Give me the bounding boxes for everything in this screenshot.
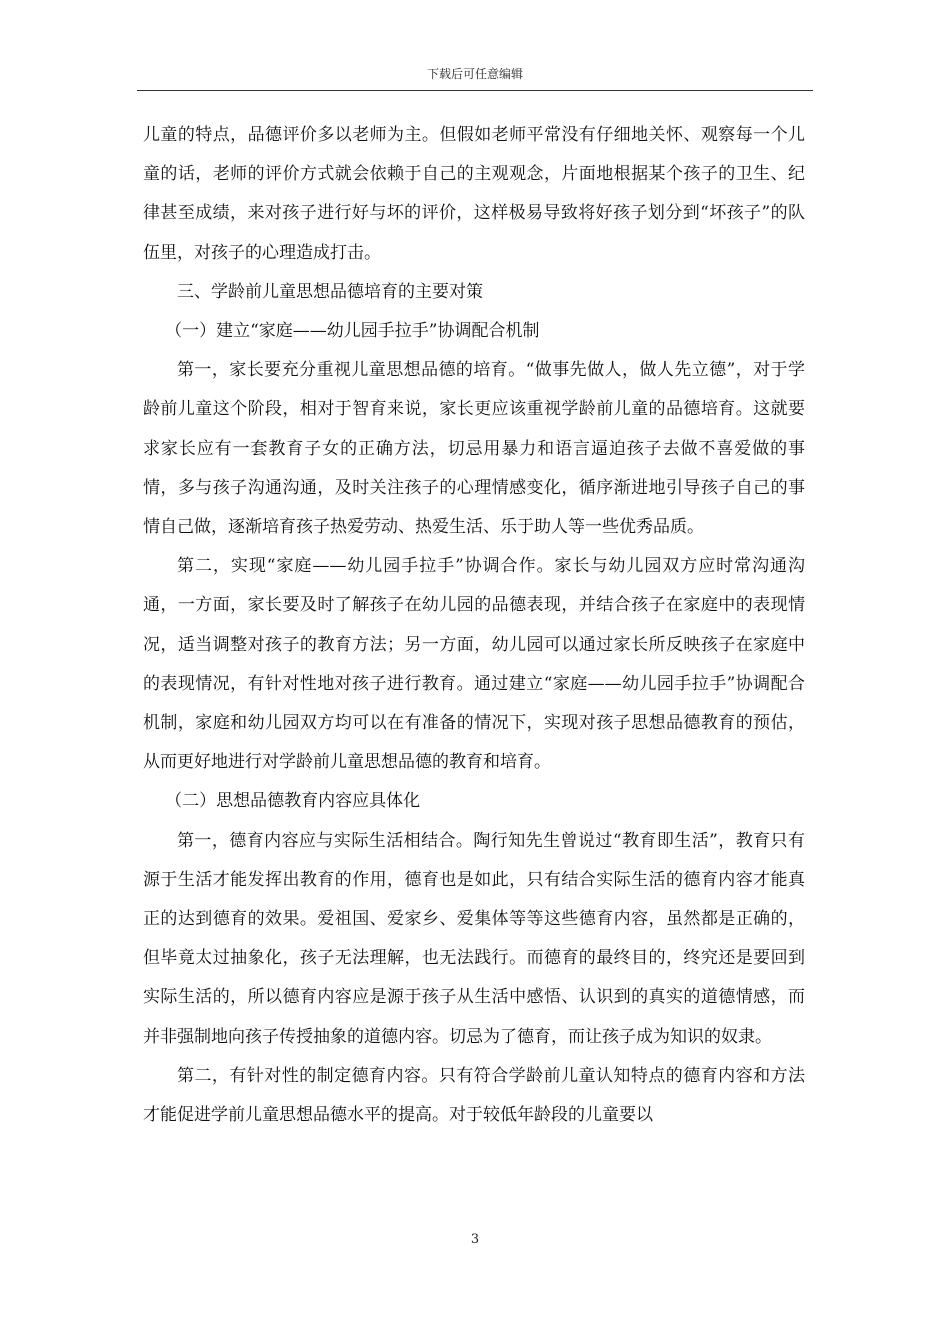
paragraph-parents-second: 第二，实现“家庭——幼儿园手拉手”协调合作。家长与幼儿园双方应时常沟通沟通，一方面，家长要及时了解孩子在幼儿园的品德表现，并结合孩子在家庭中的表现情况，适当调整对孩子的教育方法；另一方面，幼儿园可以通过家长所反映孩子在家庭中的表现情况，有针对性地对孩子进行教育。通过建立“家庭——幼儿园手拉手”协调配合机制，家庭和幼儿园双方均可以在有准备的情况下，实现对孩子思想品德教育的预估，从而更好地进行对学龄前儿童思想品德的教育和培育。 [143, 556, 805, 773]
paragraph-continuation: 儿童的特点，品德评价多以老师为主。但假如老师平常没有仔细地关怀、观察每一个儿童的话，老师的评价方式就会依赖于自己的主观观念，片面地根据某个孩子的卫生、纪律甚至成绩，来对孩子进行好与坏的评价，这样极易导致将好孩子划分到“坏孩子”的队伍里，对孩子的心理造成打击。 [143, 125, 805, 263]
subsection-heading-2: （二）思想品德教育内容应具体化 [165, 791, 421, 812]
paragraph-parents-first: 第一，家长要充分重视儿童思想品德的培育。“做事先做人，做人先立德”，对于学龄前儿童这个阶段，相对于智育来说，家长更应该重视学龄前儿童的品德培育。这就要求家长应有一套教育子女的正确方法，切忌用暴力和语言逼迫孩子去做不喜爱做的事情，多与孩子沟通沟通，及时关注孩子的心理情感变化，循序渐进地引导孩子自己的事情自己做，逐渐培育孩子热爱劳动、热爱生活、乐于助人等一些优秀品质。 [143, 360, 805, 538]
page-header: 下载后可任意编辑 [426, 67, 523, 81]
body-text [143, 116, 805, 1135]
paragraph-content-first: 第一，德育内容应与实际生活相结合。陶行知先生曾说过“教育即生活”，教育只有源于生活才能发挥出教育的作用，德育也是如此，只有结合实际生活的德育内容才能真正的达到德育的效果。爱祖国、爱家乡、爱集体等等这些德育内容，虽然都是正确的，但毕竟太过抽象化，孩子无法理解，也无法践行。而德育的最终目的，终究还是要回到实际生活的，所以德育内容应是源于孩子从生活中感悟、认识到的真实的道德情感，而并非强制地向孩子传授抽象的道德内容。切忌为了德育，而让孩子成为知识的奴隶。 [143, 830, 805, 1047]
section-heading-3: 三、学龄前儿童思想品德培育的主要对策 [177, 281, 483, 302]
page-number: 3 [470, 1232, 480, 1247]
paragraph-content-second: 第二，有针对性的制定德育内容。只有符合学龄前儿童认知特点的德育内容和方法才能促进学前儿童思想品德水平的提高。对于较低年龄段的儿童要以 [143, 1065, 805, 1126]
subsection-heading-1: （一）建立“家庭——幼儿园手拉手”协调配合机制 [165, 321, 540, 342]
header-rule [137, 90, 813, 91]
